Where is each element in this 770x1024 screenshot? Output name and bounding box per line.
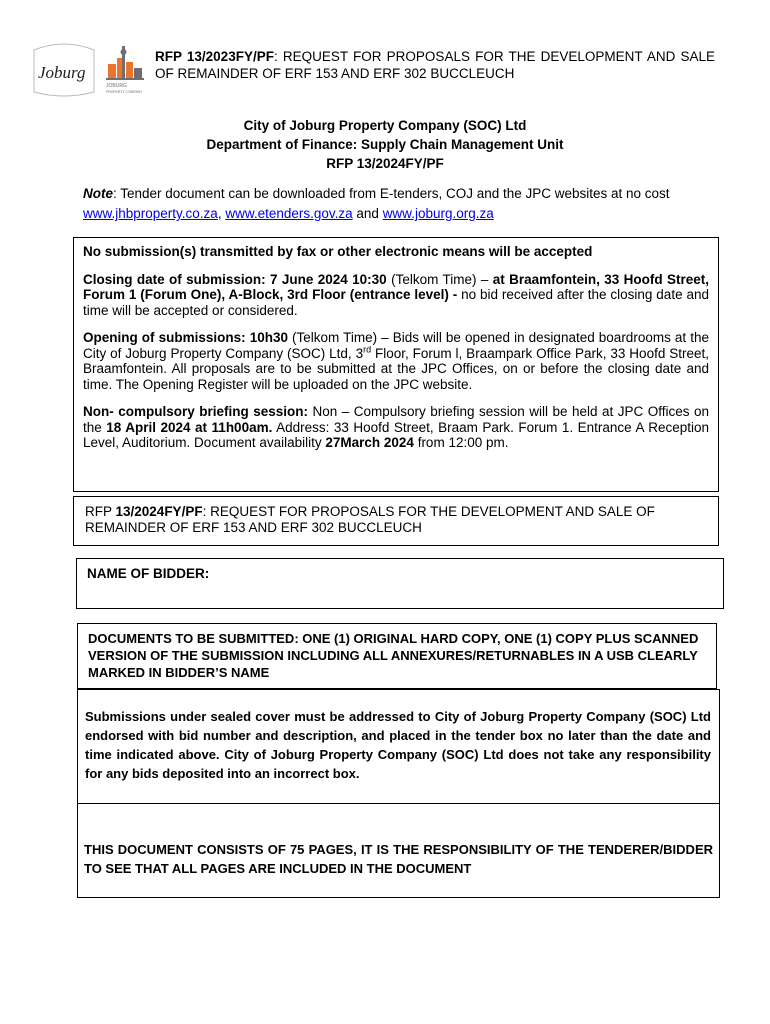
- opening-sup: rd: [363, 344, 372, 354]
- rfp-title-box: [73, 496, 719, 546]
- no-fax-notice: No submission(s) transmitted by fax or other electronic means will be accepted: [83, 244, 593, 259]
- briefing-text-a: Non – Compulsory briefing session will be held at JPC Offices on the: [83, 404, 709, 435]
- note-sep-2: and: [352, 206, 383, 221]
- rfp-title-text: : REQUEST FOR PROPOSALS FOR THE DEVELOPMENT AND SALE OF REMAINDER OF ERF 153 AND ERF 302 BUCCLEUCH: [85, 504, 655, 535]
- opening-text-b: Floor, Forum l, Braampark Office Park, 33 Hoofd Street, Braamfontein. All proposals are to be submitted at the JPC Offices, on or before the closing date and time. The Opening Register will be uploaded on the JPC website.: [83, 345, 709, 392]
- closing-date-paragraph: [83, 272, 709, 319]
- note-text: : Tender document can be downloaded from E-tenders, COJ and the JPC websites at no cost: [113, 186, 670, 201]
- closing-date-rest: no bid received after the closing date and time will be accepted or considered.: [83, 287, 709, 318]
- logos: [30, 40, 148, 102]
- header-rfp-ref: RFP 13/2023FY/PF: [155, 49, 274, 64]
- opening-label: Opening of submissions: 10h30: [83, 330, 288, 345]
- jpc-logo: [102, 40, 148, 100]
- sealed-cover-box: [77, 689, 720, 804]
- document-header-title: [155, 48, 715, 82]
- joburg-logo: [30, 40, 98, 98]
- availability-date: 27March 2024: [325, 435, 414, 450]
- issuer-company: City of Joburg Property Company (SOC) Ltd: [243, 118, 527, 133]
- issuer-department: Department of Finance: Supply Chain Management Unit: [206, 137, 564, 152]
- briefing-text-b: Address: 33 Hoofd Street, Braam Park. Forum 1. Entrance A Reception Level, Auditorium. Document availability: [83, 419, 709, 450]
- issuer-rfp-number: RFP 13/2024FY/PF: [326, 156, 444, 171]
- opening-text-a: (Telkom Time) – Bids will be opened in designated boardrooms at the City of Joburg Property Company (SOC) Ltd, 3: [83, 330, 709, 361]
- link-jhbproperty[interactable]: www.jhbproperty.co.za: [83, 206, 218, 221]
- bidder-name-box[interactable]: [76, 558, 724, 609]
- closing-date-label: Closing date of submission: 7 June 2024 10:30: [83, 271, 387, 287]
- link-etenders[interactable]: www.etenders.gov.za: [225, 206, 353, 221]
- header-title-text: : REQUEST FOR PROPOSALS FOR THE DEVELOPMENT AND SALE OF REMAINDER OF ERF 153 AND ERF 302 BUCCLEUCH: [155, 49, 716, 81]
- closing-date-time-zone: (Telkom Time) –: [386, 271, 493, 287]
- briefing-label: Non- compulsory briefing session:: [83, 404, 308, 419]
- note-label: Note: [83, 186, 113, 201]
- documents-required-box: [77, 623, 717, 689]
- jpc-logo-text-1: JOBURG: [106, 83, 127, 89]
- opening-paragraph: [83, 330, 709, 392]
- link-joburg[interactable]: www.joburg.org.za: [382, 206, 494, 221]
- note-sep-1: ,: [217, 206, 226, 221]
- page-count-text: THIS DOCUMENT CONSISTS OF 75 PAGES, IT IS THE RESPONSIBILITY OF THE TENDERER/BIDDER TO SEE THAT ALL PAGES ARE INCLUDED IN THE DOCUMENT: [84, 842, 713, 876]
- briefing-paragraph: [83, 404, 709, 451]
- rfp-prefix: RFP: [85, 504, 116, 519]
- bidder-name-label: NAME OF BIDDER:: [87, 566, 210, 581]
- joburg-logo-text: Joburg: [38, 63, 86, 82]
- sealed-cover-text: Submissions under sealed cover must be addressed to City of Joburg Property Company (SOC) Ltd endorsed with bid number and description, and placed in the tender box no later than the date and time indicated above. City of Joburg Property Company (SOC) Ltd does not take any responsibility for any bids deposited into an incorrect box.: [85, 709, 711, 781]
- documents-required-text: DOCUMENTS TO BE SUBMITTED: ONE (1) ORIGINAL HARD COPY, ONE (1) COPY PLUS SCANNED VERSION OF THE SUBMISSION INCLUDING ALL ANNEXURES/RETURNABLES IN A USB CLEARLY MARKED IN BIDDER’S NAME: [88, 631, 699, 680]
- briefing-text-c: from 12:00 pm.: [413, 435, 509, 450]
- closing-date-location: at Braamfontein, 33 Hoofd Street, Forum 1 (Forum One), A-Block, 3rd Floor (entrance level) -: [83, 271, 709, 302]
- jpc-logo-text-2: PROPERTY COMPANY: [106, 90, 143, 94]
- briefing-date: 18 April 2024 at 11h00am.: [106, 419, 273, 435]
- rfp-ref: 13/2024FY/PF: [115, 504, 203, 519]
- download-note: [83, 184, 713, 224]
- submission-rules-box: [73, 237, 719, 492]
- issuer-block: [80, 116, 690, 173]
- page-count-box: [77, 803, 720, 898]
